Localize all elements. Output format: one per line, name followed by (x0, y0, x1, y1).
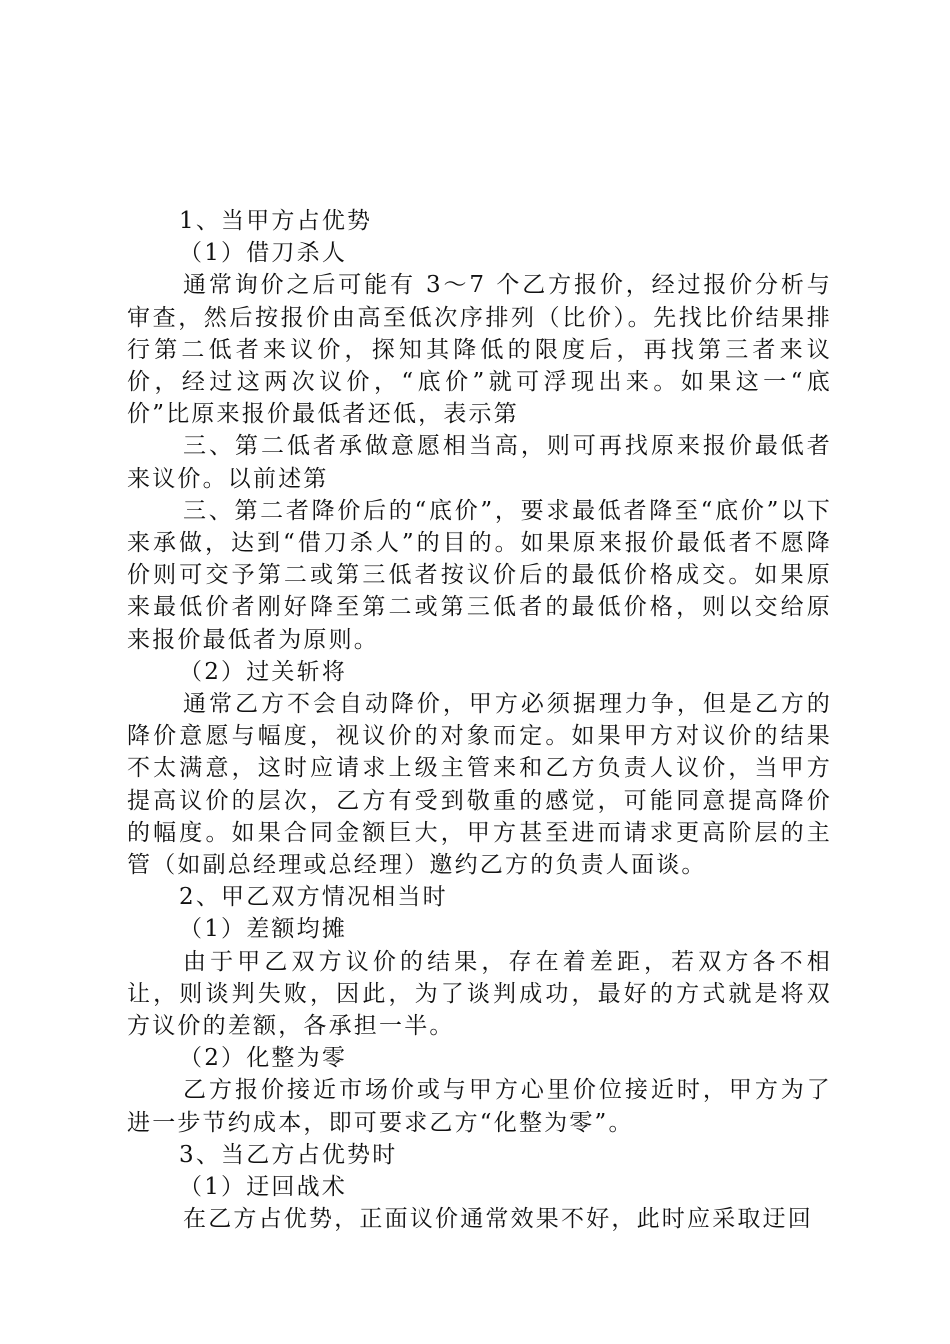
section-heading: 2、甲乙双方情况相当时 (179, 884, 448, 911)
subsection-heading: （1）迂回战术 (179, 1174, 348, 1201)
subsection-heading: （2）化整为零 (179, 1045, 348, 1072)
document-body (127, 205, 832, 1236)
section-heading: 1、当甲方占优势 (179, 208, 373, 234)
body-paragraph: 通常乙方不会自动降价，甲方必须据理力争，但是乙方的降价意愿与幅度，视议价的对象而定。如果甲方对议价的结果不太满意，这时应请求上级主管来和乙方负责人议价，当甲方提高议价的层次，乙方有受到敬重的感觉，可能同意提高降价的幅度。如果合同金额巨大，甲方甚至进而请求更高阶层的主管（如副总经理或总经理）邀约乙方的负责人面谈。 (127, 691, 832, 879)
body-paragraph: 通常询价之后可能有 3～7 个乙方报价，经过报价分析与审查，然后按报价由高至低次序排列（比价）。先找比价结果排行第二低者来议价，探知其降低的限度后，再找第三者来议价，经过这两次议价，“底价”就可浮现出来。如果这一“底价”比原来报价最低者还低，表示第 (127, 272, 832, 428)
subsection-heading: （1）差额均摊 (179, 916, 348, 943)
body-paragraph: 三、第二者降价后的“底价”，要求最低者降至“底价”以下来承做，达到“借刀杀人”的目的。如果原来报价最低者不愿降价则可交予第二或第三低者按议价后的最低价格成交。如果原来最低价者刚好降至第二或第三低者的最低价格，则以交给原来报价最低者为原则。 (127, 497, 832, 653)
subsection-heading: （1）借刀杀人 (179, 240, 348, 267)
body-paragraph: 三、第二低者承做意愿相当高，则可再找原来报价最低者来议价。以前述第 (127, 433, 832, 492)
body-paragraph: 由于甲乙双方议价的结果，存在着差距，若双方各不相让，则谈判失败，因此，为了谈判成功，最好的方式就是将双方议价的差额，各承担一半。 (127, 948, 832, 1040)
body-paragraph: 乙方报价接近市场价或与甲方心里价位接近时，甲方为了进一步节约成本，即可要求乙方“化整为零”。 (127, 1077, 832, 1136)
section-heading: 3、当乙方占优势时 (179, 1141, 398, 1168)
subsection-heading: （2）过关斩将 (179, 658, 348, 685)
body-paragraph: 在乙方占优势，正面议价通常效果不好，此时应采取迂回 (183, 1206, 813, 1233)
